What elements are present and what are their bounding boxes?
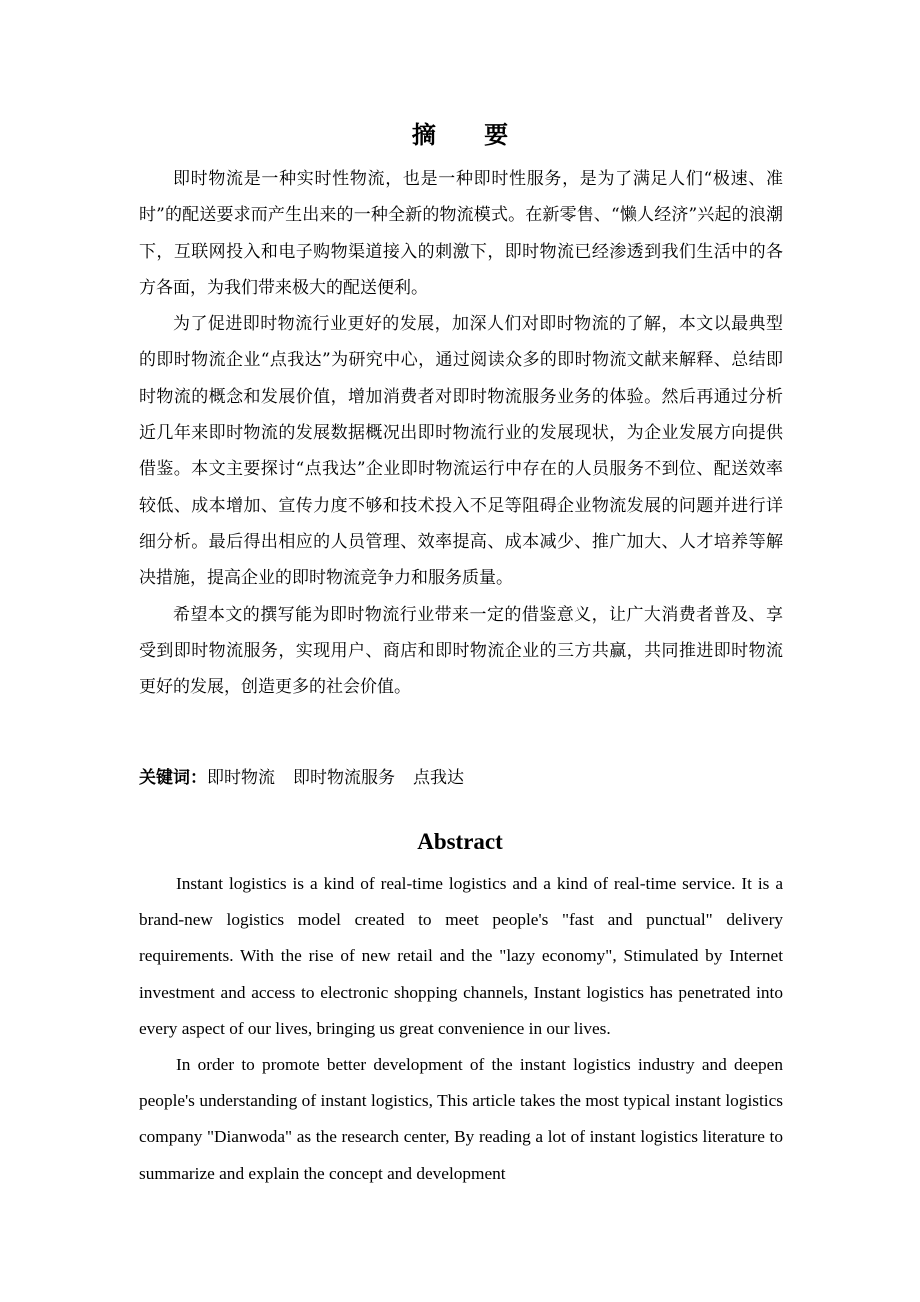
chinese-abstract-paragraph: 希望本文的撰写能为即时物流行业带来一定的借鉴意义，让广大消费者普及、享受到即时物流服务，实现用户、商店和即时物流企业的三方共赢，共同推进即时物流更好的发展，创造更多的社会价值。 xyxy=(139,604,783,698)
chinese-abstract-body xyxy=(139,161,783,705)
chinese-abstract-paragraph: 为了促进即时物流行业更好的发展，加深人们对即时物流的了解，本文以最典型的即时物流企业“点我达”为研究中心，通过阅读众多的即时物流文献来解释、总结即时物流的概念和发展价值，增加消费者对即时物流服务业务的体验。然后再通过分析近几年来即时物流的发展数据概况出即时物流行业的发展现状，为企业发展方向提供借鉴。本文主要探讨“点我达”企业即时物流运行中存在的人员服务不到位、配送效率较低、成本增加、宣传力度不够和技术投入不足等阻碍企业物流发展的问题并进行详细分析。最后得出相应的人员管理、效率提高、成本减少、推广加大、人才培养等解决措施，提高企业的即时物流竞争力和服务质量。 xyxy=(139,314,783,589)
english-abstract-body xyxy=(139,866,783,1192)
english-abstract-title: Abstract xyxy=(417,829,503,854)
keywords-label: 关键词： xyxy=(139,768,207,788)
english-abstract-paragraph: Instant logistics is a kind of real-time logistics and a kind of real-time service. It is a brand-new logistics model created to meet people's "fast and punctual" delivery requirements. With the rise of new retail and the "lazy economy", Stimulated by Internet investment and access to electronic shopping channels, Instant logistics has penetrated into every aspect of our lives, bringing us great convenience in our lives. xyxy=(139,874,783,1038)
chinese-abstract-title: 摘 要 xyxy=(411,120,529,149)
chinese-abstract-paragraph: 即时物流是一种实时性物流，也是一种即时性服务，是为了满足人们“极速、准时”的配送要求而产生出来的一种全新的物流模式。在新零售、“懒人经济”兴起的浪潮下，互联网投入和电子购物渠道接入的刺激下，即时物流已经渗透到我们生活中的各方各面，为我们带来极大的配送便利。 xyxy=(139,169,783,298)
keywords-line xyxy=(139,760,783,796)
english-abstract-paragraph: In order to promote better development of the instant logistics industry and deepen people's understanding of instant logistics, This article takes the most typical instant logistics company "Dianwoda" as the research center, By reading a lot of instant logistics literature to summarize and explain the concept and development xyxy=(139,1055,783,1183)
keyword: 点我达 xyxy=(413,768,464,788)
keyword: 即时物流 xyxy=(207,768,275,788)
keyword: 即时物流服务 xyxy=(293,768,395,788)
